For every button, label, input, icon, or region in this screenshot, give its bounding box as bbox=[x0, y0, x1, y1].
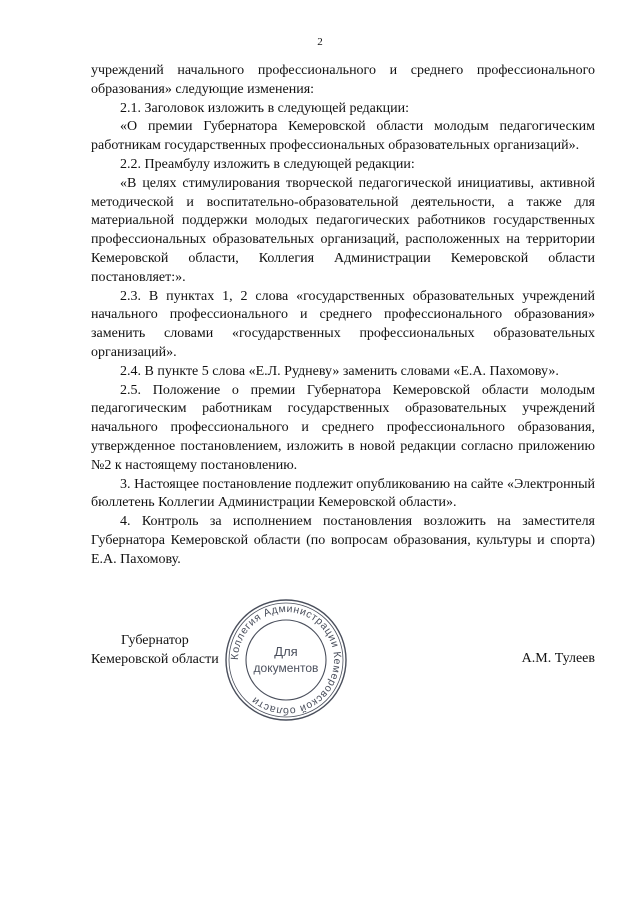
paragraph-2-3: 2.3. В пунктах 1, 2 слова «государственных образовательных учреждений начального профессионального и среднего профессионального образования» заменить словами «государственных профессиональных образовательных организаций». bbox=[91, 288, 595, 360]
signer-title bbox=[91, 632, 219, 670]
paragraph-2-4: 2.4. В пункте 5 слова «Е.Л. Рудневу» заменить словами «Е.А. Пахомову». bbox=[120, 363, 559, 379]
paragraph-3: 3. Настоящее постановление подлежит опубликованию на сайте «Электронный бюллетень Коллегии Администрации Кемеровской области». bbox=[91, 476, 595, 511]
paragraph-4: 4. Контроль за исполнением постановления возложить на заместителя Губернатора Кемеровской области (по вопросам образования, культуры и спорта) Е.А. Пахомову. bbox=[91, 514, 595, 567]
stamp-seal bbox=[224, 598, 348, 722]
stamp-inner-ring bbox=[246, 620, 326, 700]
paragraph-2-2-quote: «В целях стимулирования творческой педагогической инициативы, активной методической и воспитательно-образовательной деятельности, а также для материальной поддержки молодых педагогических работников государственных профессиональных образовательных организаций, расположенных на территории Кемеровской области, Коллегия Администрации Кемеровской области постановляет:». bbox=[91, 175, 595, 285]
paragraph-2-1-quote: «О премии Губернатора Кемеровской области молодым педагогическим работникам государственных профессиональных образовательных организаций». bbox=[91, 119, 595, 154]
paragraph-intro: учреждений начального профессионального и среднего профессионального образования» следующие изменения: bbox=[91, 63, 595, 97]
stamp-outer-ring bbox=[226, 600, 346, 720]
document-body bbox=[91, 62, 595, 570]
page-number: 2 bbox=[317, 36, 323, 48]
stamp-center-line1: Для bbox=[274, 644, 298, 659]
paragraph-2-5: 2.5. Положение о премии Губернатора Кемеровской области молодым педагогическим работникам государственных образовательных учреждений начального профессионального и среднего профессионального образования, утвержденное постановлением, изложить в новой редакции согласно приложению №2 к настоящему постановлению. bbox=[91, 382, 595, 473]
paragraph-2-1: 2.1. Заголовок изложить в следующей редакции: bbox=[120, 100, 410, 116]
stamp-center-line2: документов bbox=[253, 661, 319, 675]
signer-title-line1: Губернатор bbox=[120, 633, 189, 648]
signer-name: А.М. Тулеев bbox=[521, 651, 595, 666]
official-stamp bbox=[224, 598, 348, 722]
paragraph-2-2: 2.2. Преамбулу изложить в следующей редакции: bbox=[120, 156, 415, 172]
signer-title-line2: Кемеровской области bbox=[91, 651, 219, 667]
stamp-ring-text: Коллегия Администрации Кемеровской области bbox=[228, 602, 344, 718]
